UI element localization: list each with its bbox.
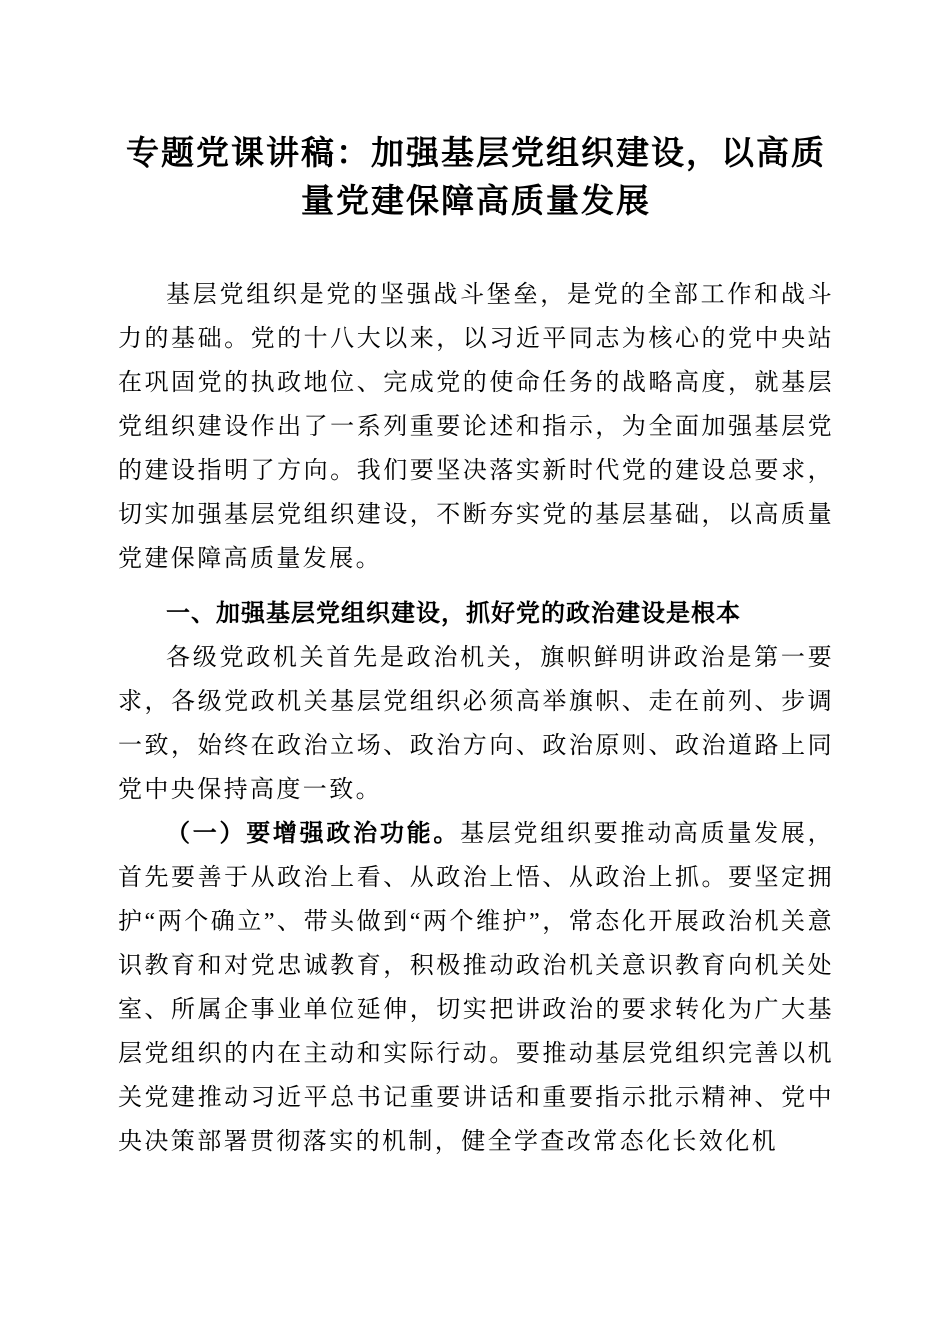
paragraph-point-1-lead: （一）要增强政治功能。 [166,821,461,847]
paragraph-point-1 [118,812,834,1164]
paragraph-intro: 基层党组织是党的坚强战斗堡垒，是党的全部工作和战斗力的基础。党的十八大以来，以习近平同志为核心的党中央站在巩固党的执政地位、完成党的使命任务的战略高度，就基层党组织建设作出了一系列重要论述和指示，为全面加强基层党的建设指明了方向。我们要坚决落实新时代党的建设总要求，切实加强基层党组织建设，不断夯实党的基层基础，以高质量党建保障高质量发展。 [118,282,834,572]
document-title: 专题党课讲稿：加强基层党组织建设，以高质量党建保障高质量发展 [126,136,826,220]
paragraph-point-1-text: 基层党组织要推动高质量发展，首先要善于从政治上看、从政治上悟、从政治上抓。要坚定拥护“两个确立”、带头做到“两个维护”，常态化开展政治机关意识教育和对党忠诚教育，积极推动政治机关意识教育向机关处室、所属企事业单位延伸，切实把讲政治的要求转化为广大基层党组织的内在主动和实际行动。要推动基层党组织完善以机关党建推动习近平总书记重要讲话和重要指示批示精神、党中央决策部署贯彻落实的机制，健全学查改常态化长效化机 [118,821,834,1155]
paragraph-section1-intro: 各级党政机关首先是政治机关，旗帜鲜明讲政治是第一要求，各级党政机关基层党组织必须高举旗帜、走在前列、步调一致，始终在政治立场、政治方向、政治原则、政治道路上同党中央保持高度一致。 [118,645,834,803]
document-body [118,273,834,1164]
section-heading-1: 一、加强基层党组织建设，抓好党的政治建设是根本 [166,600,741,627]
